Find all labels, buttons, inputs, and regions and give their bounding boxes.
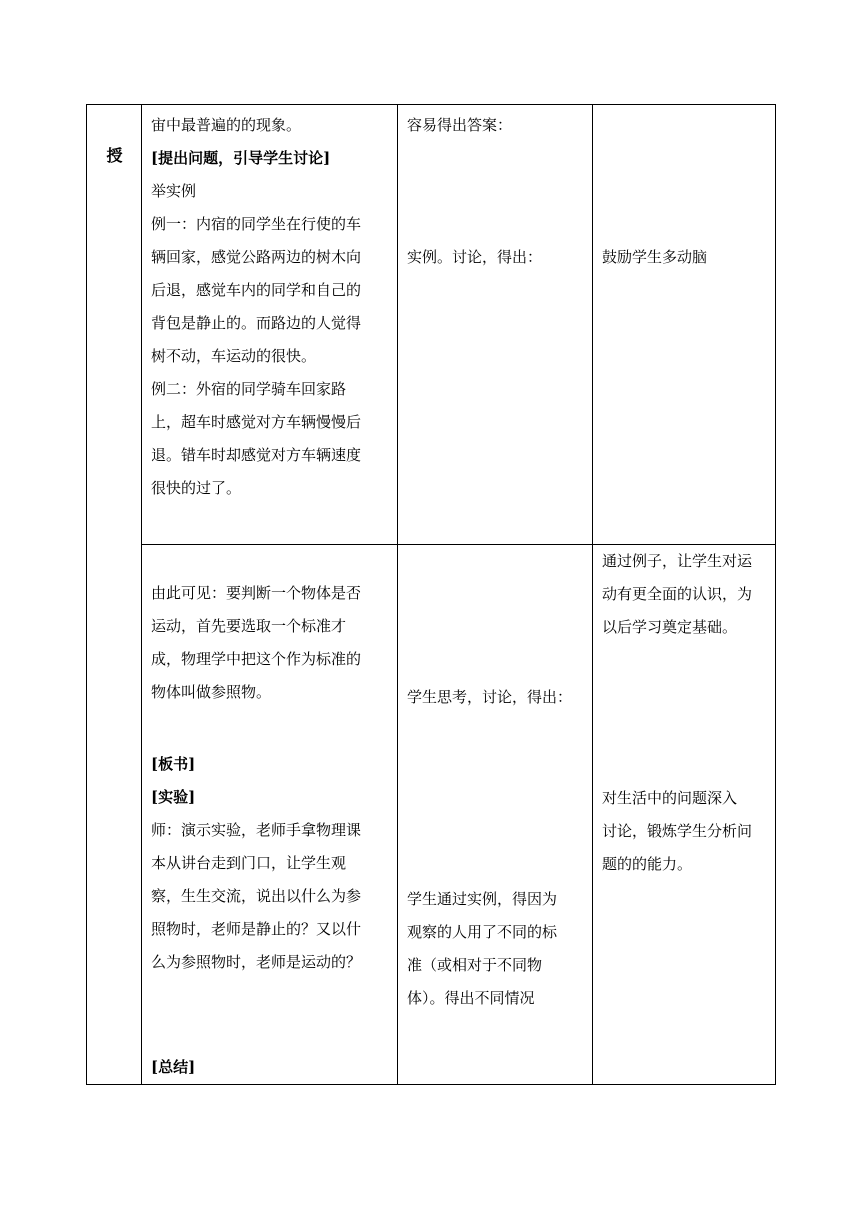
- text-line: 实例。讨论，得出：: [407, 248, 543, 266]
- table-row: [87, 545, 776, 1085]
- text-line: 例二：外宿的同学骑车回家路: [151, 380, 347, 398]
- student-answer-prompt: [407, 109, 586, 142]
- text-line: 以后学习奠定基础。: [602, 618, 738, 636]
- text-line: 本从讲台走到门口，让学生观: [151, 854, 347, 872]
- student-activity-cell: [398, 545, 593, 1085]
- reference-object-definition: [151, 577, 391, 709]
- text-line: 容易得出答案：: [407, 116, 513, 134]
- design-intent-cell: [593, 105, 776, 545]
- text-line: [板书]: [151, 755, 196, 773]
- text-line: 辆回家，感觉公路两边的树木向: [151, 248, 362, 266]
- teacher-activity-text: [151, 109, 391, 505]
- text-line: 动有更全面的认识，为: [602, 585, 753, 603]
- text-line: 树不动，车运动的很快。: [151, 347, 317, 365]
- section-label-cell: [87, 105, 142, 1085]
- text-line: 通过例子，让学生对运: [602, 552, 753, 570]
- text-line: 由此可见：要判断一个物体是否: [151, 584, 362, 602]
- summary-heading: [151, 1051, 391, 1084]
- text-line: 么为参照物时，老师是运动的？: [151, 953, 362, 971]
- student-discussion-text: [407, 241, 586, 274]
- text-line: 学生通过实例，得因为: [407, 890, 558, 908]
- text-line: 观察的人用了不同的标: [407, 923, 558, 941]
- text-line: 后退，感觉车内的同学和自己的: [151, 281, 362, 299]
- student-thinking-text: [407, 681, 586, 714]
- teacher-activity-cell: [142, 545, 398, 1085]
- text-line: 退。错车时却感觉对方车辆速度: [151, 446, 362, 464]
- text-line: 宙中最普遍的的现象。: [151, 116, 302, 134]
- lesson-plan-table: [86, 104, 776, 1085]
- student-activity-cell: [398, 105, 593, 545]
- text-line: 察，生生交流，说出以什么为参: [151, 887, 362, 905]
- text-line: 鼓励学生多动脑: [602, 248, 708, 266]
- section-label: 授: [106, 146, 123, 165]
- text-line: 题的的能力。: [602, 855, 693, 873]
- text-line: 举实例: [151, 182, 197, 200]
- text-line: [提出问题，引导学生讨论]: [151, 149, 331, 167]
- text-line: 对生活中的问题深入: [602, 789, 738, 807]
- text-line: 师：演示实验，老师手拿物理课: [151, 821, 362, 839]
- text-line: 学生思考，讨论，得出：: [407, 688, 573, 706]
- student-conclusion-text: [407, 883, 586, 1015]
- table-row: [87, 105, 776, 545]
- text-line: [总结]: [151, 1058, 196, 1076]
- text-line: 照物时，老师是静止的？又以什: [151, 920, 362, 938]
- experiment-text: [151, 748, 391, 979]
- text-line: 例一：内宿的同学坐在行使的车: [151, 215, 362, 233]
- text-line: 体）。得出不同情况: [407, 989, 535, 1007]
- design-intent-text: [602, 545, 769, 644]
- text-line: 运动，首先要选取一个标准才: [151, 617, 347, 635]
- text-line: 背包是静止的。而路边的人觉得: [151, 314, 362, 332]
- text-line: 物体叫做参照物。: [151, 683, 272, 701]
- text-line: 上，超车时感觉对方车辆慢慢后: [151, 413, 362, 431]
- text-line: 准（或相对于不同物: [407, 956, 543, 974]
- text-line: [实验]: [151, 788, 196, 806]
- teacher-activity-cell: [142, 105, 398, 545]
- design-intent-cell: [593, 545, 776, 1085]
- design-intent-text: [602, 782, 769, 881]
- text-line: 成，物理学中把这个作为标准的: [151, 650, 362, 668]
- design-intent-text: [602, 241, 769, 274]
- text-line: 很快的过了。: [151, 479, 242, 497]
- text-line: 讨论，锻炼学生分析问: [602, 822, 753, 840]
